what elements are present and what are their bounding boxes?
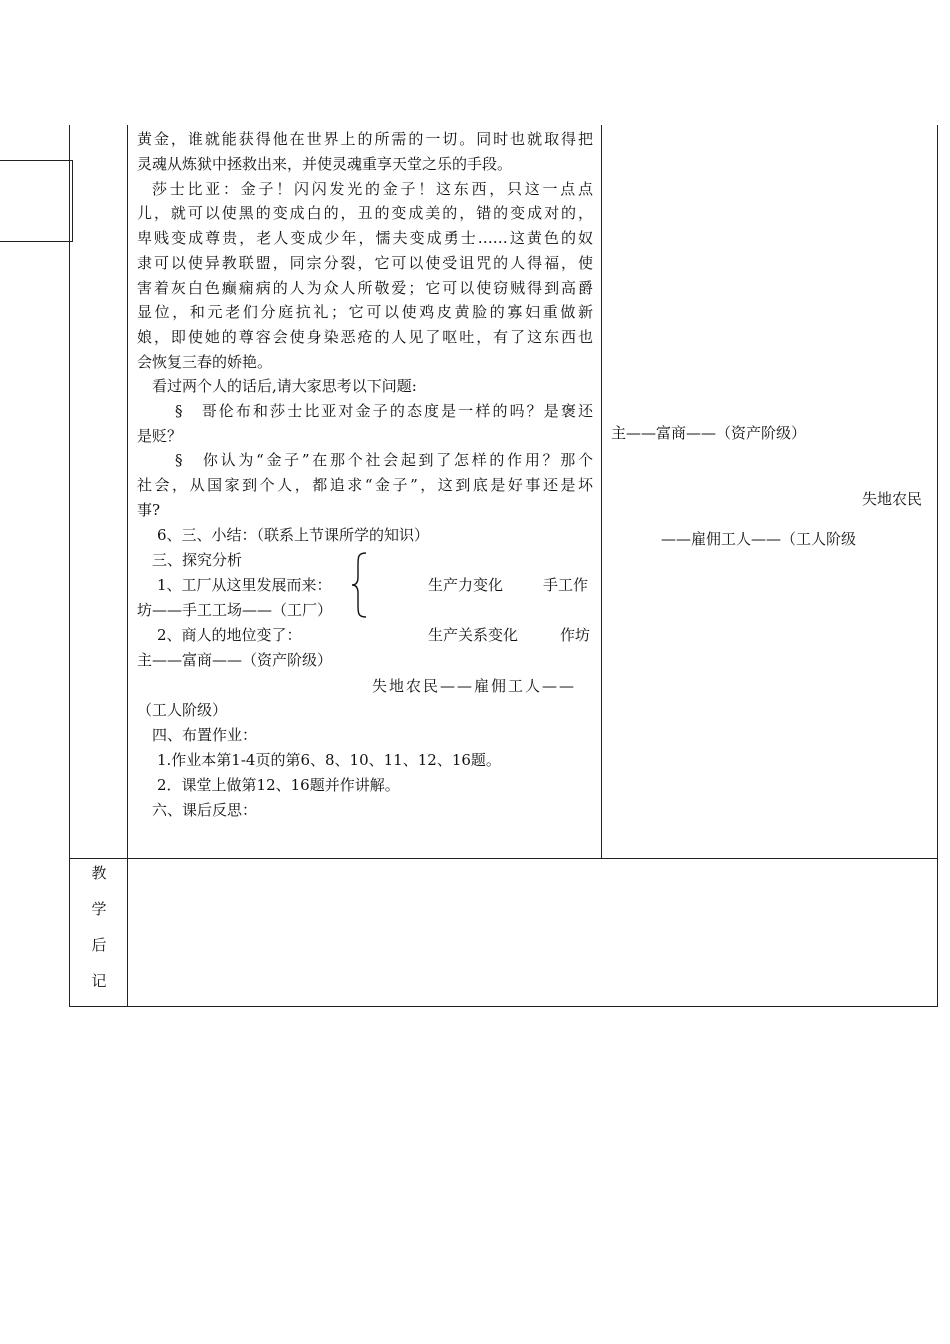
text-line: 卑贱变成尊贵，老人变成少年，懦夫变成勇士……这黄色的奴 <box>137 229 593 247</box>
teaching-notes-area[interactable] <box>128 859 937 1006</box>
curly-brace-icon <box>350 551 370 619</box>
text-line: § 你认为“金子”在那个社会起到了怎样的作用？那个 <box>175 451 593 469</box>
text-line: 手工作 <box>543 576 589 594</box>
text-line: 作坊 <box>560 626 591 644</box>
text-line: 灵魂从炼狱中拯救出来，并使灵魂重享天堂之乐的手段。 <box>137 155 513 173</box>
text-line: 事? <box>137 501 161 519</box>
text-line: 生产关系变化 <box>428 626 519 644</box>
text-line: 黄金，谁就能获得他在世界上的所需的一切。同时也就取得把 <box>137 130 593 148</box>
text-line: 1.作业本第1-4页的第6、8、10、11、12、16题。 <box>157 751 501 769</box>
text-line: 社会，从国家到个人，都追求“金子”，这到底是好事还是坏 <box>137 476 593 494</box>
text-line: 害着灰白色癫痫病的人为众人所敬爱；它可以使窃贼得到高爵 <box>137 279 593 297</box>
text-line: 娘，即使她的尊容会使身染恶疮的人见了呕吐，有了这东西也 <box>137 328 593 346</box>
text-line: （工人阶级） <box>137 701 228 719</box>
label-char: 学 <box>91 900 107 918</box>
summary-heading: 6、三、小结：（联系上节课所学的知识） <box>157 526 430 544</box>
text-line: 隶可以使异教联盟，同宗分裂，它可以使受诅咒的人得福，使 <box>137 254 593 272</box>
margin-box <box>0 160 73 242</box>
table-bottom-border <box>69 1006 938 1007</box>
table-right-border <box>937 125 938 1007</box>
text-line: 看过两个人的话后,请大家思考以下问题: <box>152 377 417 395</box>
side-note-line: 失地农民 <box>862 490 923 508</box>
text-line: 生产力变化 <box>428 576 504 594</box>
text-line: 主——富商——（资产阶级） <box>137 651 333 669</box>
text-line: 会恢复三春的娇艳。 <box>137 353 273 371</box>
text-line: 是贬？ <box>137 427 183 445</box>
text-line: 失地农民——雇佣工人—— <box>372 677 577 695</box>
text-line: 坊——手工工场——（工厂） <box>137 601 333 619</box>
section-heading: 六、课后反思： <box>152 801 258 819</box>
text-line: 儿，就可以使黑的变成白的，丑的变成美的，错的变成对的， <box>137 204 593 222</box>
text-line: 莎士比亚：金子！闪闪发光的金子！这东西，只这一点点 <box>152 180 593 198</box>
label-char: 后 <box>91 936 107 954</box>
text-line: 显位，和元老们分庭抗礼；它可以使鸡皮黄脸的寡妇重做新 <box>137 303 593 321</box>
text-line: § 哥伦布和莎士比亚对金子的态度是一样的吗？是褒还 <box>175 402 593 420</box>
side-note-line: ——雇佣工人——（工人阶级 <box>661 530 857 548</box>
section-heading: 四、布置作业： <box>152 726 258 744</box>
text-line: 2、商人的地位变了： <box>157 626 302 644</box>
text-line: 2．课堂上做第12、16题并作讲解。 <box>157 776 400 794</box>
text-line: 1、工厂从这里发展而来： <box>157 576 332 594</box>
label-char: 记 <box>91 972 107 990</box>
section-heading: 三、探究分析 <box>152 551 243 569</box>
table-col-divider-right <box>601 125 602 859</box>
side-note-line: 主——富商——（资产阶级） <box>611 424 807 442</box>
label-char: 教 <box>91 864 107 882</box>
